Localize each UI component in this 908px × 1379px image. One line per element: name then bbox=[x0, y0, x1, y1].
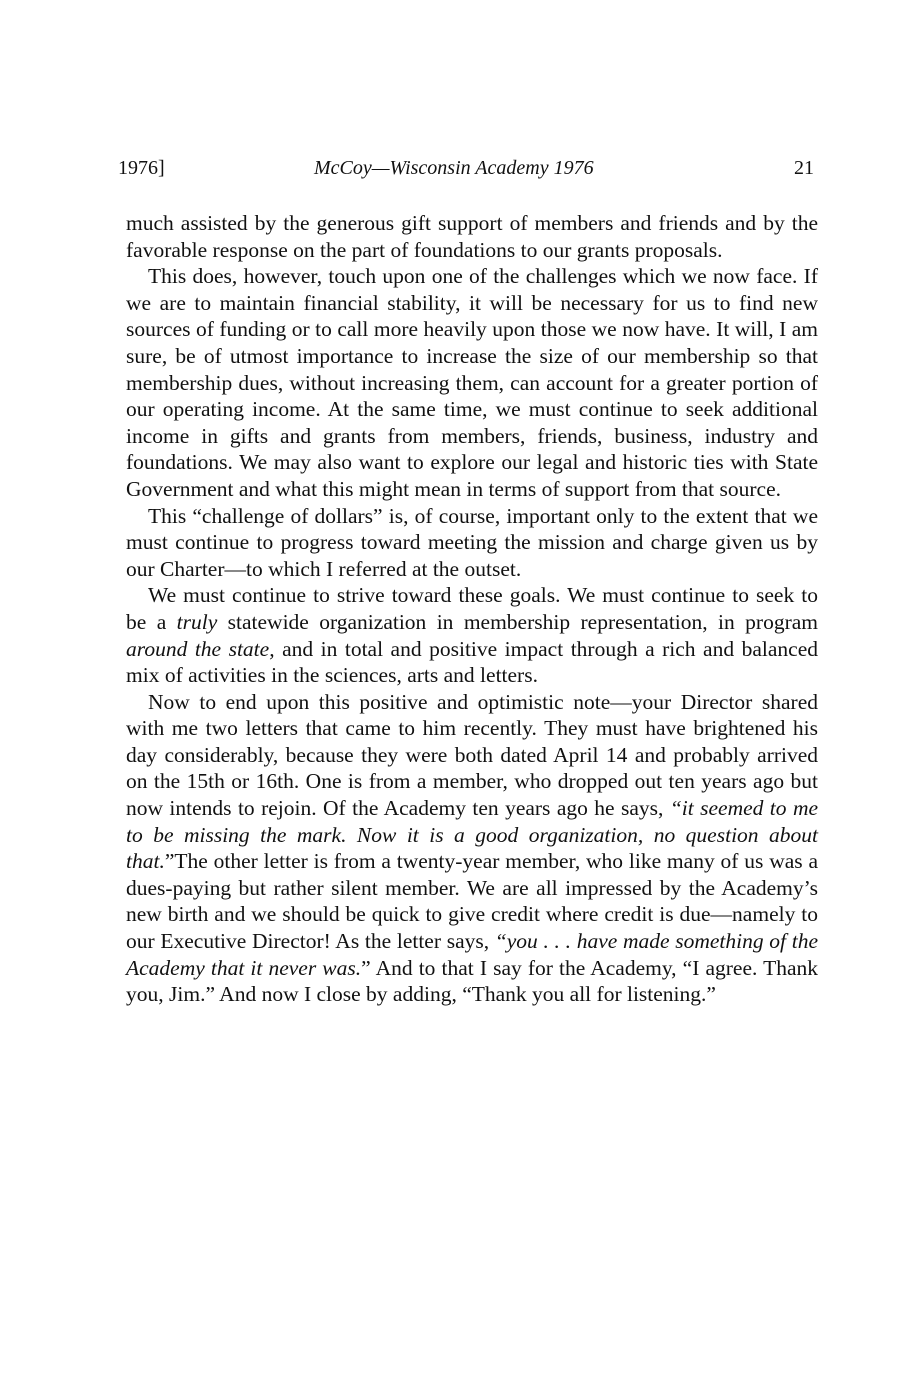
running-header bbox=[118, 157, 814, 185]
paragraph-text: We must continue to strive toward these goals. We must continue to seek to be a bbox=[126, 583, 818, 634]
paragraph-text: and in total and positive impact through a rich and balanced mix of activities in the sciences, arts and letters. bbox=[126, 636, 818, 688]
quotation-text: “it seemed to me to be missing the mark. Now it is a good organization, no question about that. bbox=[126, 796, 819, 874]
emphasis-text: around the state, bbox=[126, 636, 275, 661]
paragraph-text: This does, however, touch upon one of the challenges which we now face. If we are to maintain financial stability, it will be necessary for us to find new sources of funding or to call more heavily upon those we now have. It will, I am sure, be of utmost importance to increase the size of our membership so that membership dues, without increasing them, can account for a greater portion of our operating income. At the same time, we must continue to seek additional income in gifts and grants from members, friends, business, industry and foundations. We may also want to explore our legal and historic ties with State Government and what this might mean in terms of support from that source. bbox=[126, 264, 818, 501]
header-year: 1976] bbox=[118, 157, 165, 179]
paragraph-5 bbox=[126, 689, 818, 1008]
paragraph-text: much assisted by the generous gift support of members and friends and by the favorable response on the part of foundations to our grants proposals. bbox=[126, 211, 818, 262]
paragraph-1 bbox=[126, 210, 818, 263]
paragraph-text: Now to end upon this positive and optimistic note—your Director shared with me two letters that came to him recently. They must have brightened his day considerably, because they were both dated April 14 and probably arrived on the 15th or 16th. One is from a member, who dropped out ten years ago but now intends to rejoin. Of the Academy ten years ago he says, bbox=[126, 689, 818, 821]
paragraph-text: statewide organization in membership representation, in program bbox=[217, 609, 818, 634]
emphasis-text: truly bbox=[176, 609, 218, 634]
quotation-text: “you . . . have made something of the Academy that it never was. bbox=[126, 929, 818, 980]
paragraph-text: ”The other letter is from a twenty-year member, who like many of us was a dues-paying but rather silent member. We are all impressed by the Academy’s new birth and we should be quick to give credit where credit is due—namely to our Executive Director! As the letter says, bbox=[126, 849, 818, 954]
paragraph-3 bbox=[126, 503, 818, 583]
header-title: McCoy—Wisconsin Academy 1976 bbox=[314, 157, 594, 179]
paragraph-4 bbox=[126, 582, 818, 688]
page-number: 21 bbox=[794, 157, 814, 179]
paragraph-text: This “challenge of dollars” is, of course, important only to the extent that we must continue to progress toward meeting the mission and charge given us by our Charter—to which I referred at the outset. bbox=[126, 503, 818, 581]
paragraph-text: ” And to that I say for the Academy, “I agree. Thank you, Jim.” And now I close by adding, “Thank you all for listening.” bbox=[126, 955, 818, 1007]
paragraph-2 bbox=[126, 263, 818, 502]
body-text bbox=[126, 210, 818, 1008]
